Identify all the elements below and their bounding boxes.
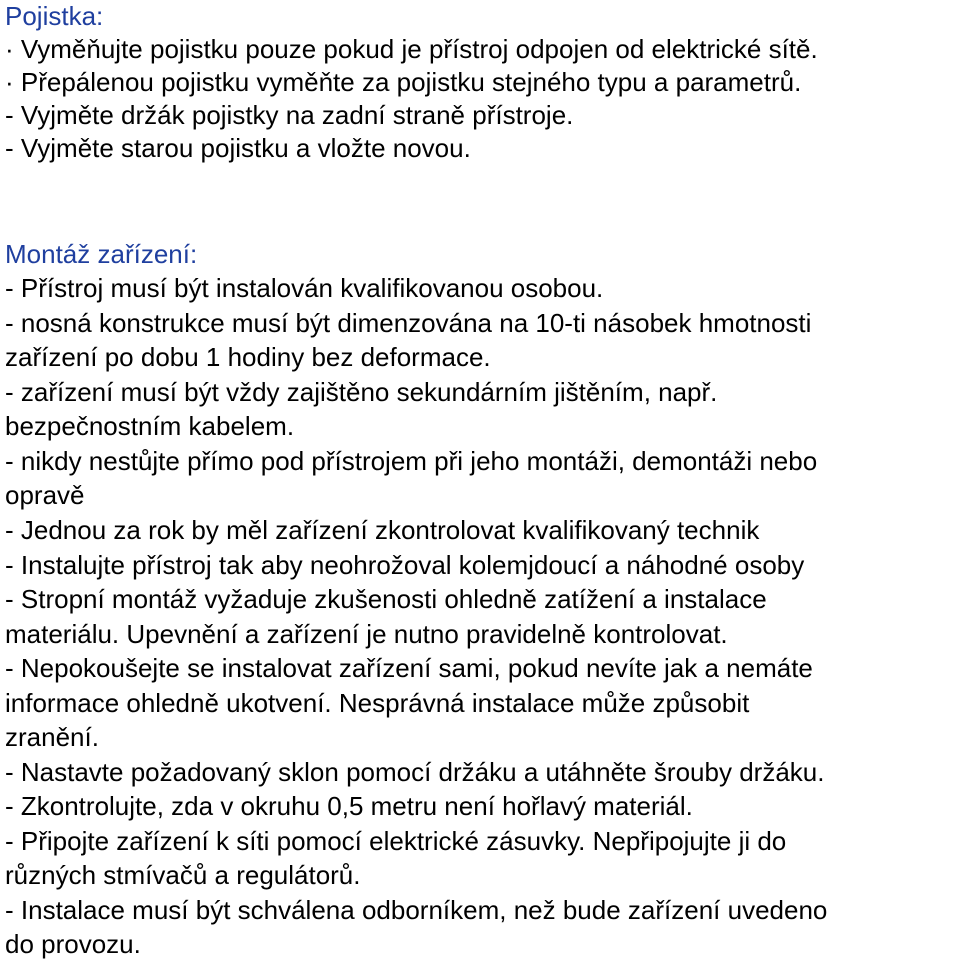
installation-line: - Nastavte požadovaný sklon pomocí držáku a utáhněte šrouby držáku. — [5, 757, 825, 787]
installation-line: různých stmívačů a regulátorů. — [5, 860, 361, 890]
fuse-line: - Vyjměte držák pojistky na zadní straně přístroje. — [5, 100, 574, 130]
fuse-heading: Pojistka: — [5, 1, 104, 31]
installation-line: do provozu. — [5, 929, 141, 959]
fuse-line: - Vyjměte starou pojistku a vložte novou. — [5, 133, 471, 163]
installation-line: zařízení po dobu 1 hodiny bez deformace. — [5, 342, 491, 372]
installation-line: opravě — [5, 480, 85, 510]
installation-line: - nosná konstrukce musí být dimenzována na 10-ti násobek hmotnosti — [5, 308, 812, 338]
installation-line: - zařízení musí být vždy zajištěno sekundárním jištěním, např. — [5, 377, 718, 407]
installation-line: bezpečnostním kabelem. — [5, 411, 295, 441]
fuse-line: · Vyměňujte pojistku pouze pokud je přístroj odpojen od elektrické sítě. — [5, 34, 818, 64]
installation-line: materiálu. Upevnění a zařízení je nutno pravidelně kontrolovat. — [5, 619, 728, 649]
installation-line: - Instalace musí být schválena odborníkem, než bude zařízení uvedeno — [5, 895, 828, 925]
installation-line: zranění. — [5, 722, 99, 752]
installation-line: - Přístroj musí být instalován kvalifikovanou osobou. — [5, 273, 604, 303]
installation-heading: Montáž zařízení: — [5, 239, 198, 269]
installation-line: - Stropní montáž vyžaduje zkušenosti ohledně zatížení a instalace — [5, 584, 767, 614]
fuse-line: · Přepálenou pojistku vyměňte za pojistku stejného typu a parametrů. — [5, 67, 802, 97]
installation-line: - Zkontrolujte, zda v okruhu 0,5 metru není hořlavý materiál. — [5, 791, 693, 821]
installation-line: - Nepokoušejte se instalovat zařízení sami, pokud nevíte jak a nemáte — [5, 653, 813, 683]
installation-line: - nikdy nestůjte přímo pod přístrojem při jeho montáži, demontáži nebo — [5, 446, 818, 476]
installation-line: informace ohledně ukotvení. Nesprávná instalace může způsobit — [5, 688, 750, 718]
installation-line: - Připojte zařízení k síti pomocí elektrické zásuvky. Nepřipojujte ji do — [5, 826, 787, 856]
installation-line: - Instalujte přístroj tak aby neohrožoval kolemjdoucí a náhodné osoby — [5, 550, 805, 580]
installation-line: - Jednou za rok by měl zařízení zkontrolovat kvalifikovaný technik — [5, 515, 760, 545]
